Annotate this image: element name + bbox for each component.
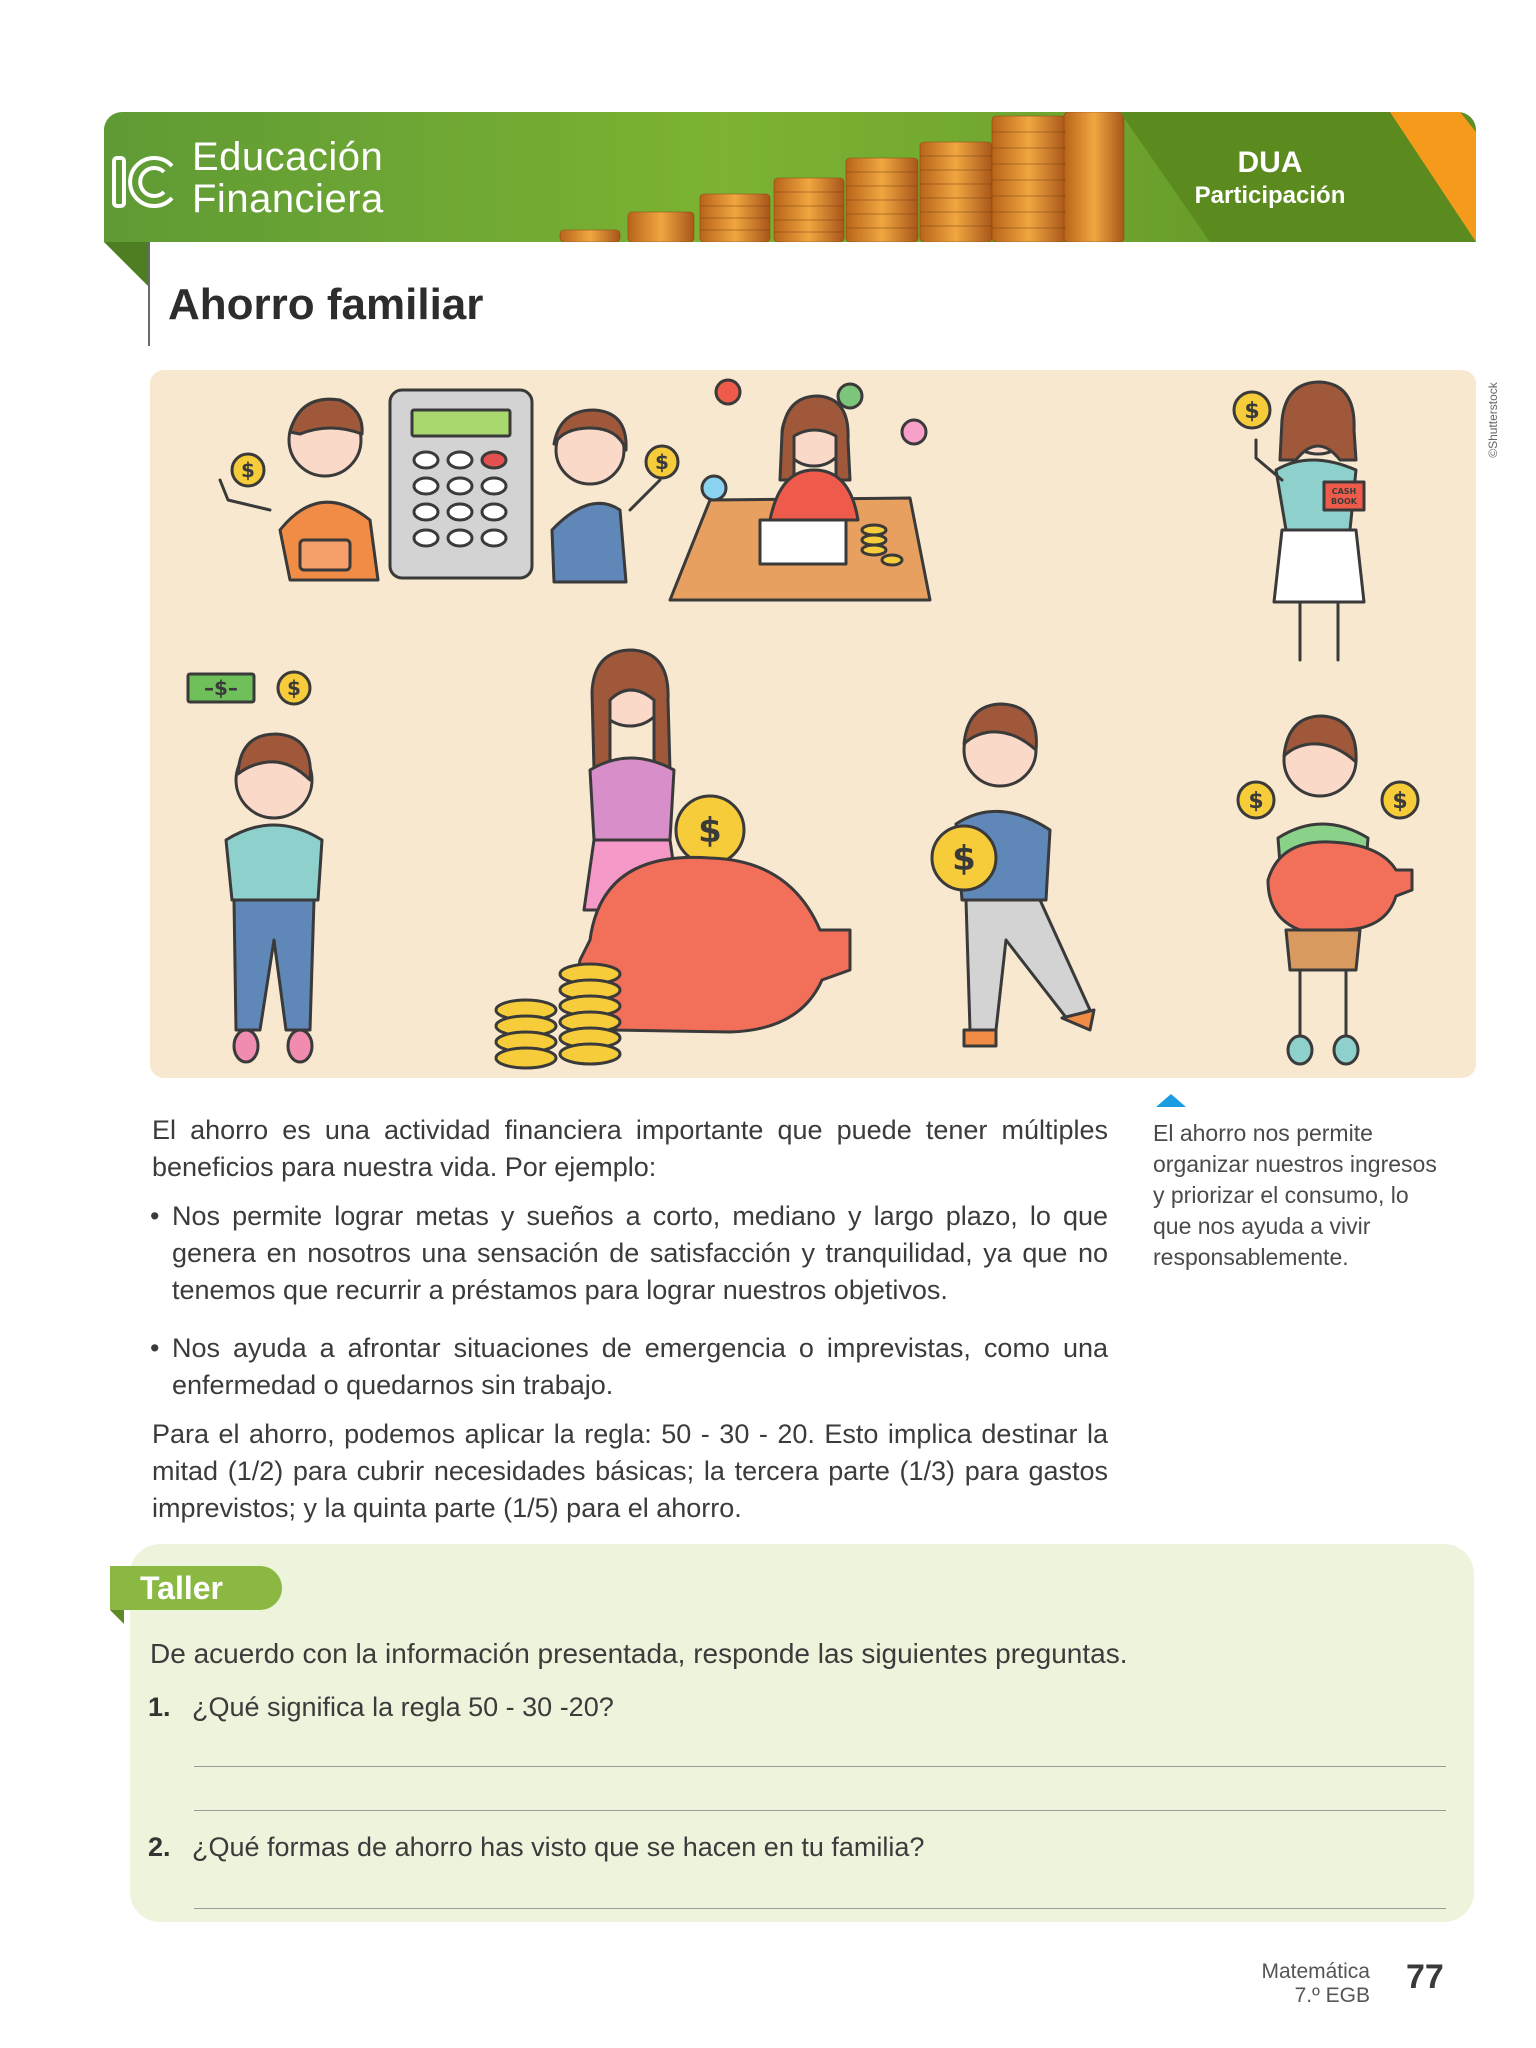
intro-paragraph: El ahorro es una actividad financiera importante que puede tener múltiples beneficios para nuestra vida. Por ejemplo: <box>152 1115 1108 1182</box>
bullet-dot: • <box>150 1333 160 1363</box>
page-title: Ahorro familiar <box>168 280 484 329</box>
title-rule <box>148 242 150 346</box>
bullet-text: Nos ayuda a afrontar situaciones de emergencia o imprevistas, como una enfermedad o quedarnos sin trabajo. <box>172 1333 1108 1400</box>
answer-line[interactable] <box>194 1810 1446 1811</box>
cash-book-text-2: BOOK <box>1331 497 1357 506</box>
bullet-dot: • <box>150 1201 160 1231</box>
page-number: 77 <box>1406 1958 1444 1996</box>
question-number: 2. <box>148 1832 171 1862</box>
taller-panel <box>130 1544 1474 1922</box>
svg-text:$: $ <box>287 676 301 700</box>
side-note: El ahorro nos permite organizar nuestros ingresos y priorizar el consumo, lo que nos ayuda a vivir responsablemente. <box>1153 1120 1437 1270</box>
brand-line-1: Educación <box>192 135 384 179</box>
brand-title <box>192 136 384 220</box>
dua-title: DUA <box>1237 146 1303 179</box>
family-savings-illustration <box>150 370 1476 1078</box>
question-number: 1. <box>148 1692 171 1722</box>
calculator <box>390 390 532 578</box>
question-text: ¿Qué formas de ahorro has visto que se hacen en tu familia? <box>192 1832 925 1862</box>
taller-instruction: De acuerdo con la información presentada, responde las siguientes preguntas. <box>150 1638 1128 1669</box>
brand-line-2: Financiera <box>192 177 384 221</box>
cash-book-text-1: CASH <box>1331 487 1357 496</box>
question-text: ¿Qué significa la regla 50 - 30 -20? <box>192 1692 614 1722</box>
taller-tab-fold <box>110 1610 124 1624</box>
answer-line[interactable] <box>194 1766 1446 1767</box>
footer-subject: Matemática <box>1261 1960 1370 1983</box>
svg-text:$: $ <box>952 839 976 879</box>
svg-text:$: $ <box>241 458 255 482</box>
banner-fold <box>104 242 148 286</box>
svg-text:$: $ <box>655 450 669 474</box>
note-triangle-icon <box>1156 1094 1186 1107</box>
bullet-item <box>150 1330 1108 1404</box>
image-credit <box>1482 370 1512 470</box>
dua-subtitle: Participación <box>1194 182 1346 209</box>
bullet-text: Nos permite lograr metas y sueños a corto, mediano y largo plazo, lo que genera en nosotros una sensación de satisfacción y tranquilidad, ya que no tenemos que recurrir a préstamos para lograr nuestros objetivos. <box>172 1201 1108 1305</box>
taller-label: Taller <box>140 1570 223 1606</box>
svg-text:$: $ <box>1392 789 1408 814</box>
footer-grade: 7.º EGB <box>1294 1984 1370 2007</box>
svg-text:$: $ <box>698 811 722 851</box>
svg-text:–$–: –$– <box>204 676 238 700</box>
credit-text: ©Shutterstock <box>1486 382 1500 458</box>
education-logo-icon <box>110 150 180 214</box>
rule-paragraph: Para el ahorro, podemos aplicar la regla: 50 - 30 - 20. Esto implica destinar la mitad (1/2) para cubrir necesidades básicas; la tercera parte (1/3) para gastos imprevistos; y la quinta parte (1/5) para el ahorro. <box>152 1419 1108 1523</box>
svg-text:$: $ <box>1248 789 1264 814</box>
svg-text:$: $ <box>1244 399 1260 424</box>
bullet-item <box>150 1198 1108 1309</box>
answer-line[interactable] <box>194 1908 1446 1909</box>
